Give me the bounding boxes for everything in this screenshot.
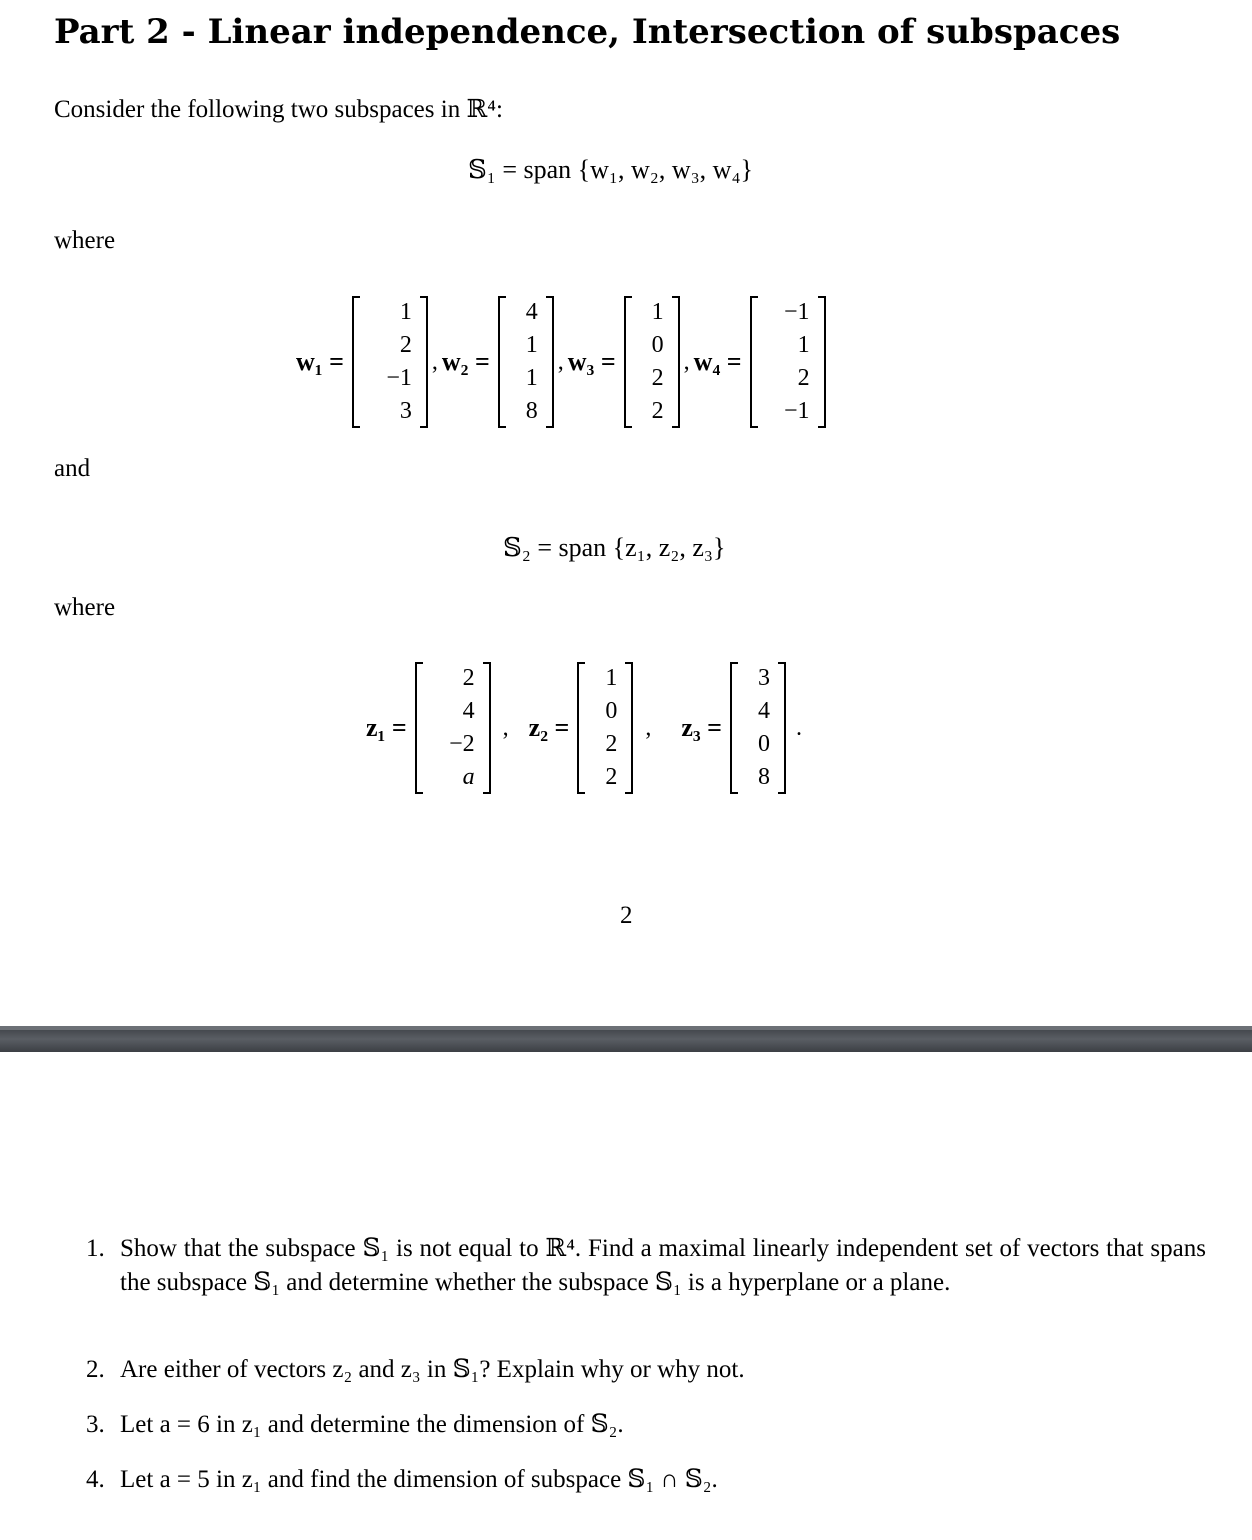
question-number: 1.: [86, 1235, 105, 1262]
question-number: 4.: [86, 1466, 105, 1493]
question-number: 3.: [86, 1411, 105, 1438]
w4-matrix: [750, 296, 826, 428]
w3-matrix: [624, 296, 680, 428]
z-vectors-row: z₁ = 2 4 −2 a , z₂ = 1 0 2 2 , z₃ = 3 4 0 8 .: [366, 662, 806, 794]
matrix-entry: 1: [605, 665, 618, 691]
matrix-entry: 2: [651, 398, 664, 424]
question-number: 2.: [86, 1356, 105, 1383]
z1-label: z₁ =: [366, 713, 407, 742]
matrix-entry: 1: [651, 299, 664, 325]
matrix-entry: 1: [797, 332, 810, 358]
matrix-entry: −2: [449, 731, 475, 757]
matrix-entry: 8: [757, 764, 770, 790]
matrix-entry: 2: [605, 764, 618, 790]
question-item: [86, 1463, 1206, 1497]
w1-label: w₁ =: [296, 347, 344, 376]
page-divider: [0, 1026, 1252, 1052]
question-item: [86, 1353, 1206, 1387]
matrix-entry: 0: [605, 698, 618, 724]
matrix-entry: 2: [605, 731, 618, 757]
matrix-entry: a: [462, 764, 475, 790]
matrix-entry: 2: [651, 365, 664, 391]
z3-matrix: [730, 662, 786, 794]
matrix-entry: 0: [651, 332, 664, 358]
matrix-entry: −1: [784, 398, 810, 424]
matrix-entry: 4: [462, 698, 475, 724]
z2-matrix: [577, 662, 633, 794]
and-label: and: [54, 455, 91, 482]
matrix-entry: 1: [525, 365, 538, 391]
z3-label: z₃ =: [681, 713, 722, 742]
w-vectors-row: w₁ = 1 2 −1 3 , w₂ = 4 1 1 8 , w₃ = 1 0 2 2 , w₄ = −1 1 2 −1: [296, 296, 826, 428]
w2-label: w₂ =: [441, 347, 490, 376]
w1-matrix: [352, 296, 428, 428]
matrix-entry: 0: [757, 731, 770, 757]
where-label-1: where: [54, 227, 116, 254]
matrix-entry: 4: [757, 698, 770, 724]
z2-label: z₂ =: [528, 713, 570, 742]
question-text: Are either of vectors z₂ and z₃ in 𝕊₁? Explain why or why not.: [120, 1356, 745, 1383]
matrix-entry: 2: [797, 365, 810, 391]
matrix-entry: 2: [399, 332, 412, 358]
matrix-entry: −1: [386, 365, 412, 391]
question-text: Show that the subspace 𝕊₁ is not equal to ℝ⁴. Find a maximal linearly independent set of vectors that spans the subspace 𝕊₁ and determine whether the subspace 𝕊₁ is a hyperplane or a plane.: [120, 1235, 1206, 1296]
w4-label: w₄ =: [693, 347, 742, 376]
intro-text: Consider the following two subspaces in ℝ⁴:: [54, 96, 503, 123]
w3-label: w₃ =: [567, 347, 616, 376]
question-item: [86, 1232, 1206, 1300]
equation-s1: 𝕊₁ = span {w₁, w₂, w₃, w₄}: [468, 155, 753, 184]
matrix-entry: 1: [399, 299, 412, 325]
where-label-2: where: [54, 594, 116, 621]
question-text: Let a = 6 in z₁ and determine the dimension of 𝕊₂.: [120, 1411, 624, 1438]
question-item: [86, 1408, 1206, 1442]
matrix-entry: 4: [525, 299, 538, 325]
page-title: Part 2 - Linear independence, Intersection of subspaces: [54, 12, 1121, 52]
equation-s2: 𝕊₂ = span {z₁, z₂, z₃}: [503, 533, 726, 562]
matrix-entry: 2: [462, 665, 475, 691]
w2-matrix: [498, 296, 554, 428]
matrix-entry: −1: [784, 299, 810, 325]
matrix-entry: 8: [525, 398, 538, 424]
question-text: Let a = 5 in z₁ and find the dimension of subspace 𝕊₁ ∩ 𝕊₂.: [120, 1466, 718, 1493]
matrix-entry: 3: [399, 398, 412, 424]
z1-matrix: [415, 662, 491, 794]
matrix-entry: 3: [757, 665, 770, 691]
matrix-entry: 1: [525, 332, 538, 358]
page-number: 2: [620, 902, 633, 929]
